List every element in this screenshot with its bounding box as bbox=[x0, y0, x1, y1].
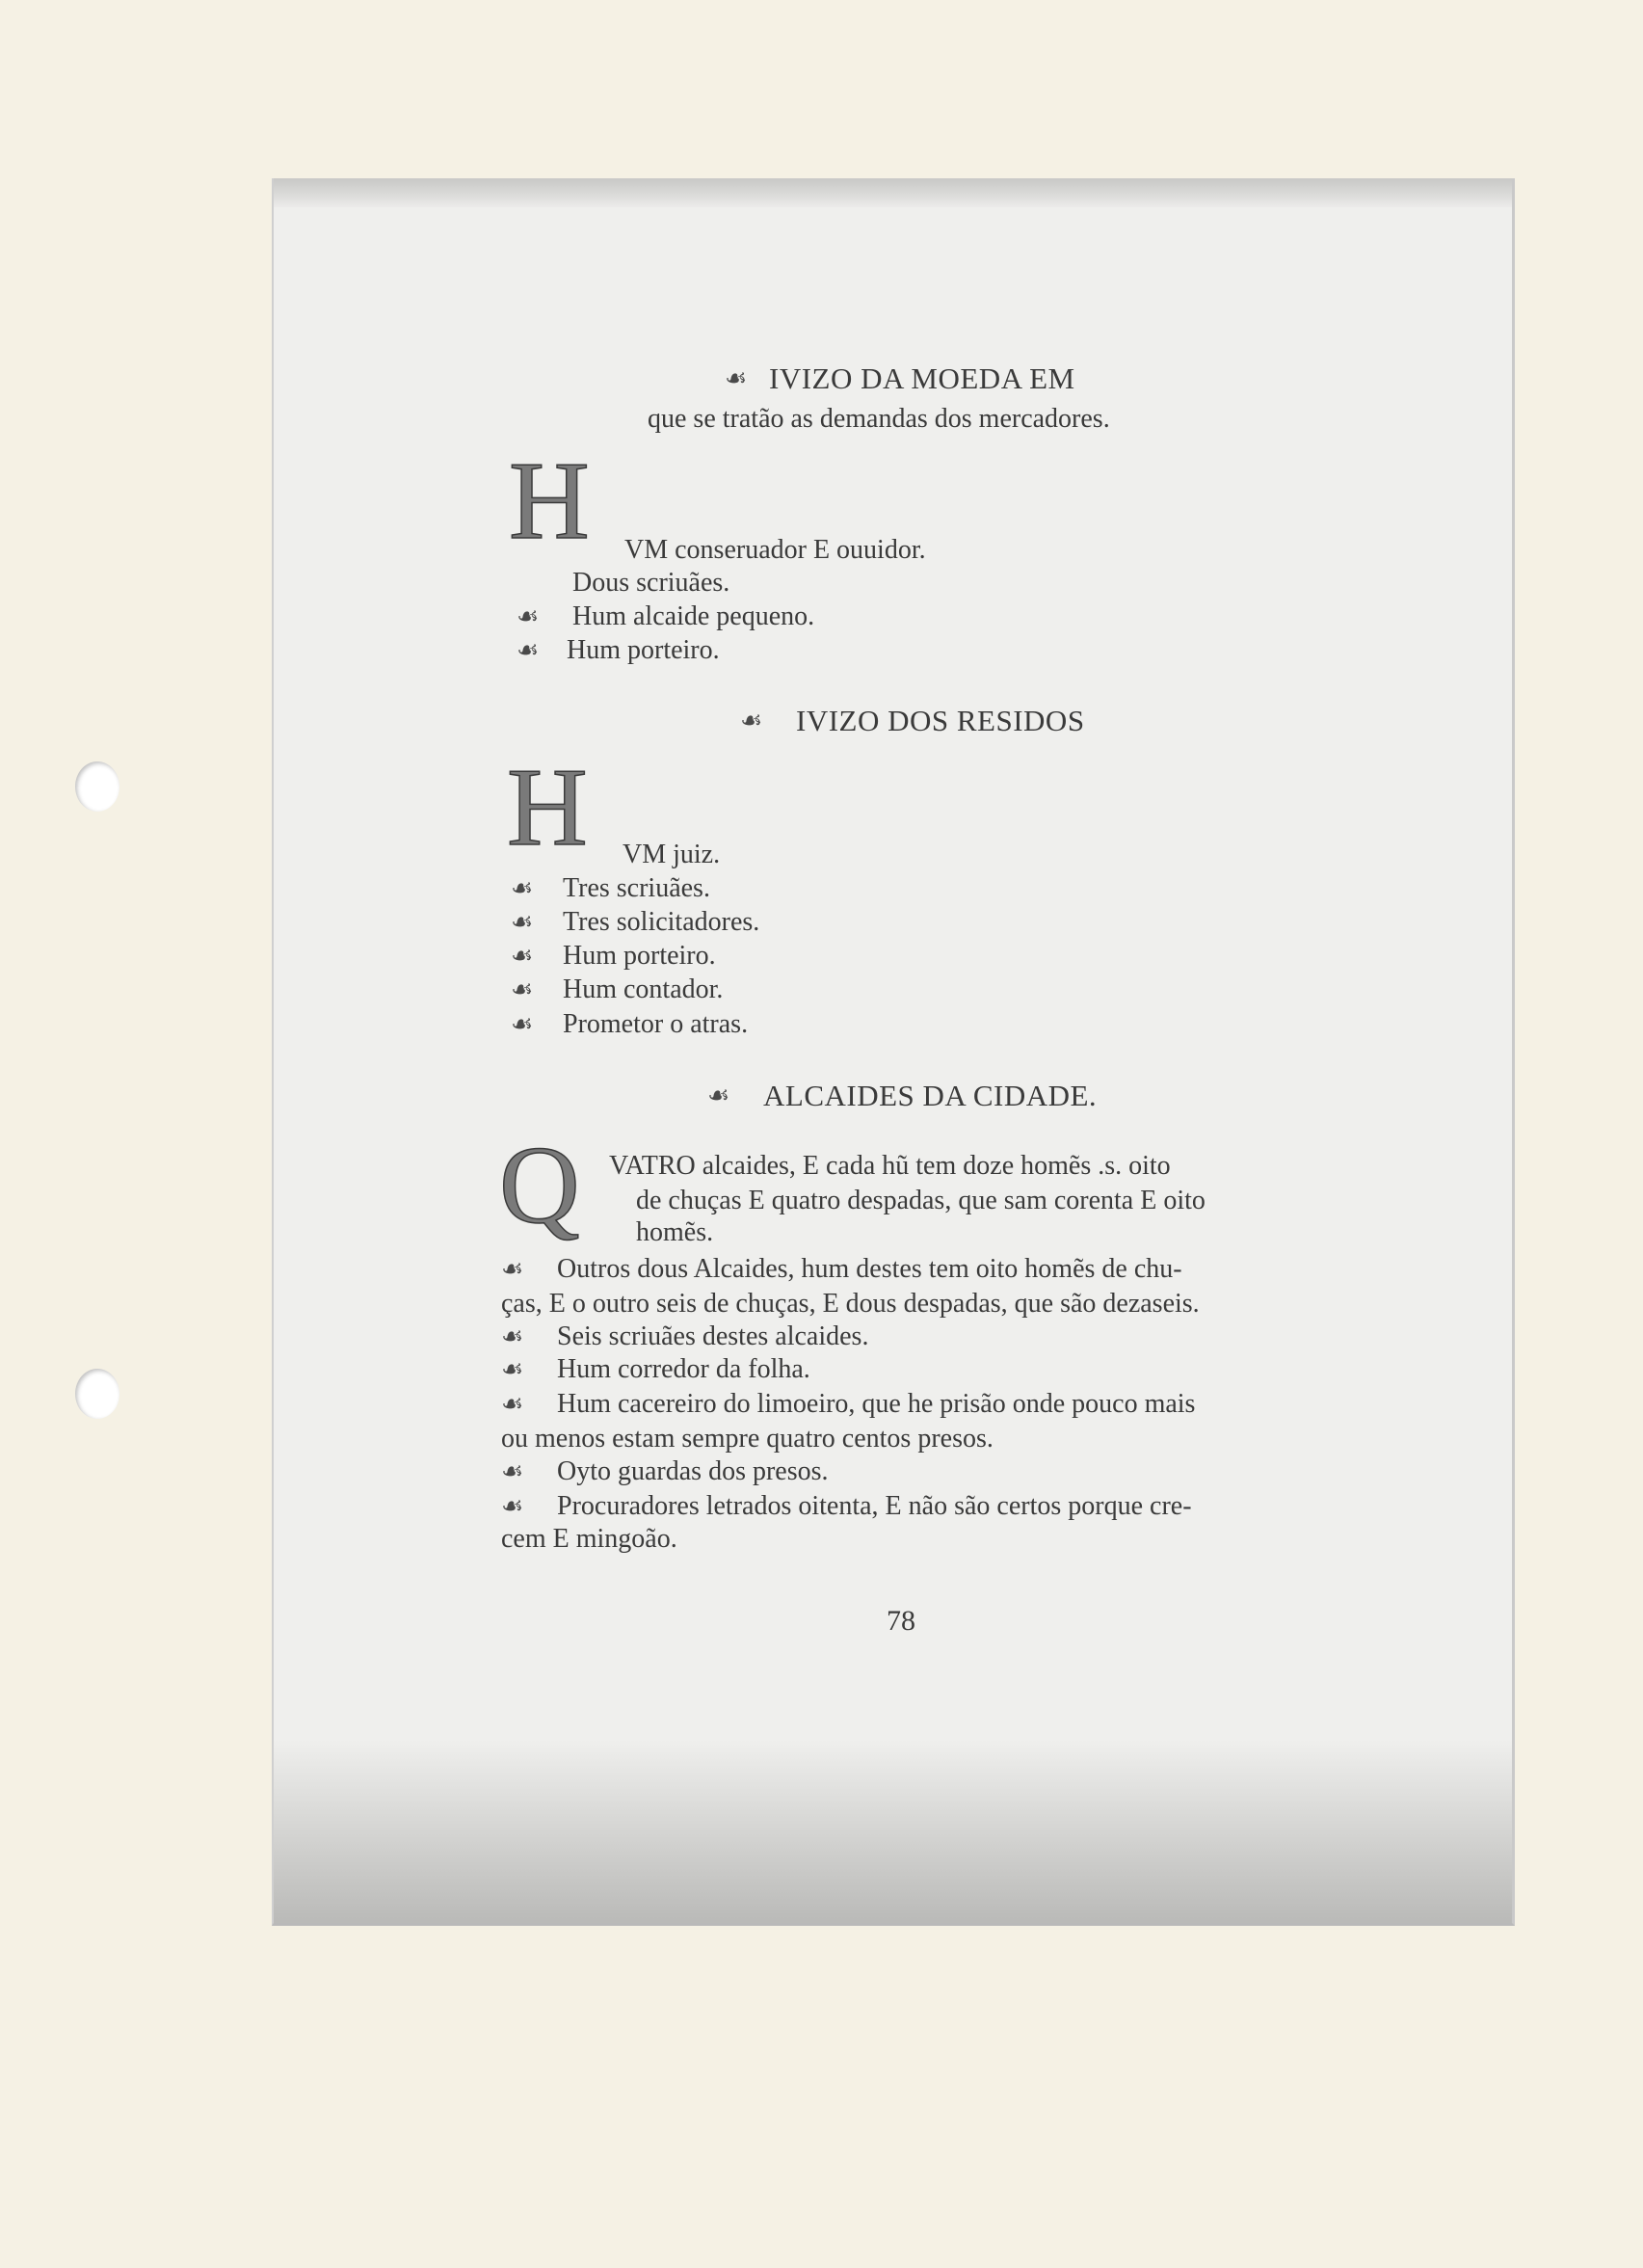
text-line: homẽs. bbox=[636, 1217, 714, 1247]
text-line: VATRO alcaides, E cada hũ tem doze homẽs .s. oito bbox=[609, 1151, 1171, 1181]
text-line: Hum corredor da folha. bbox=[557, 1354, 810, 1384]
photocopy-page bbox=[272, 178, 1515, 1926]
item-marker-icon: ☙ bbox=[517, 602, 540, 631]
text-line: ou menos estam sempre quatro centos presos. bbox=[501, 1424, 994, 1454]
text-line: Oyto guardas dos presos. bbox=[557, 1456, 829, 1486]
item-marker-icon: ☙ bbox=[501, 1322, 524, 1351]
section-marker-icon: ☙ bbox=[740, 707, 763, 735]
text-line: Seis scriuães destes alcaides. bbox=[557, 1321, 869, 1351]
item-marker-icon: ☙ bbox=[517, 636, 540, 665]
punch-hole bbox=[75, 761, 119, 812]
item-marker-icon: ☙ bbox=[501, 1255, 524, 1284]
text-line: Hum alcaide pequeno. bbox=[572, 601, 815, 631]
text-line: Hum contador. bbox=[563, 974, 724, 1004]
text-line: de chuças E quatro despadas, que sam corenta E oito bbox=[636, 1186, 1206, 1215]
text-line: Prometor o atras. bbox=[563, 1009, 749, 1039]
item-marker-icon: ☙ bbox=[501, 1492, 524, 1521]
item-marker-icon: ☙ bbox=[501, 1457, 524, 1486]
copy-edge-shadow bbox=[274, 178, 1512, 207]
item-marker-icon: ☙ bbox=[511, 1010, 534, 1039]
text-line: Procuradores letrados oitenta, E não são certos porque cre- bbox=[557, 1491, 1192, 1521]
item-marker-icon: ☙ bbox=[501, 1390, 524, 1419]
item-marker-icon: ☙ bbox=[511, 942, 534, 971]
section-marker-icon: ☙ bbox=[707, 1081, 730, 1110]
text-line: VM conseruador E ouuidor. bbox=[624, 535, 926, 565]
section-title: ALCAIDES DA CIDADE. bbox=[763, 1079, 1098, 1112]
text-line: cem E mingoão. bbox=[501, 1524, 677, 1554]
punch-hole bbox=[75, 1369, 119, 1419]
text-line: Hum cacereiro do limoeiro, que he prisão onde pouco mais bbox=[557, 1389, 1196, 1419]
page-number: 78 bbox=[887, 1605, 915, 1637]
section-title: IVIZO DOS RESIDOS bbox=[796, 704, 1085, 737]
text-line: Hum porteiro. bbox=[563, 941, 716, 971]
text-line: ças, E o outro seis de chuças, E dous despadas, que são dezaseis. bbox=[501, 1289, 1200, 1319]
item-marker-icon: ☙ bbox=[511, 874, 534, 903]
drop-initial: H bbox=[509, 440, 590, 563]
copy-bottom-shadow bbox=[274, 1740, 1512, 1923]
item-marker-icon: ☙ bbox=[501, 1355, 524, 1384]
text-line: Tres solicitadores. bbox=[563, 907, 760, 937]
item-marker-icon: ☙ bbox=[511, 908, 534, 937]
drop-initial: Q bbox=[499, 1124, 580, 1247]
text-line: VM juiz. bbox=[623, 840, 721, 869]
text-line: Outros dous Alcaides, hum destes tem oito homẽs de chu- bbox=[557, 1254, 1182, 1284]
section-marker-icon: ☙ bbox=[725, 364, 748, 393]
section-subtitle: que se tratão as demandas dos mercadores. bbox=[648, 404, 1110, 434]
drop-initial: H bbox=[507, 746, 588, 869]
text-line: Dous scriuães. bbox=[572, 568, 730, 598]
text-line: Hum porteiro. bbox=[567, 635, 720, 665]
item-marker-icon: ☙ bbox=[511, 975, 534, 1004]
section-title: IVIZO DA MOEDA EM bbox=[769, 361, 1075, 395]
text-line: Tres scriuães. bbox=[563, 873, 710, 903]
